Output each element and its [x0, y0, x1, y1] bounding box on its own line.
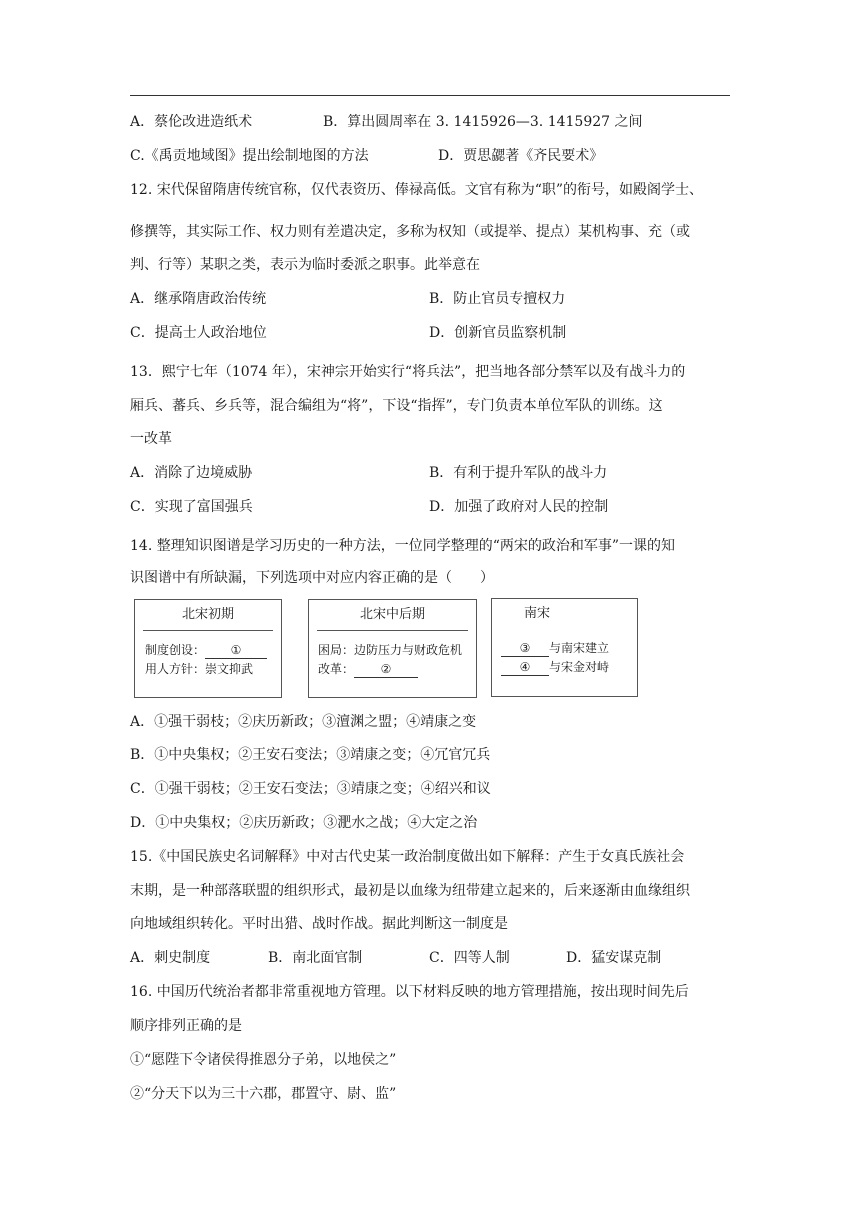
q16-material-1: ①“愿陛下令诸侯得推恩分子弟，以地侯之”: [130, 1052, 397, 1068]
q13-option-d[interactable]: D．加强了政府对人民的控制: [429, 499, 609, 515]
q15-option-b[interactable]: B．南北面官制: [268, 950, 363, 966]
box-row: [145, 642, 267, 659]
blank-4: ④: [501, 659, 549, 676]
box-row: 困局：边防压力与财政危机: [318, 643, 463, 657]
q14-option-c[interactable]: C．①强干弱枝；②王安石变法；③靖康之变；④绍兴和议: [130, 781, 491, 797]
q12-option-d[interactable]: D．创新官员监察机制: [429, 325, 567, 341]
box-title: 南宋: [524, 606, 551, 621]
q11-option-d[interactable]: D．贾思勰著《齐民要术》: [438, 148, 604, 164]
header-rule: [130, 95, 730, 96]
blank-3: ③: [501, 640, 549, 657]
q14-stem-line-1: 14. 整理知识图谱是学习历史的一种方法，一位同学整理的“两宋的政治和军事”一课的知: [130, 538, 676, 554]
row-text: 与南宋建立: [549, 641, 610, 655]
blank-2: ②: [354, 661, 418, 678]
q14-option-a[interactable]: A．①强干弱枝；②庆历新政；③澶渊之盟；④靖康之变: [130, 714, 477, 730]
q11-option-c[interactable]: C.《禹贡地域图》提出绘制地图的方法: [130, 148, 369, 164]
q13-option-c[interactable]: C．实现了富国强兵: [130, 499, 253, 515]
box-title: 北宋中后期: [359, 607, 425, 622]
q11-option-a[interactable]: A．蔡伦改进造纸术: [130, 114, 253, 130]
q15-option-d[interactable]: D．猛安谋克制: [566, 950, 662, 966]
box-divider: [143, 630, 273, 631]
box-row: 用人方针：崇文抑武: [145, 662, 254, 676]
q15-stem-line-3: 向地域组织转化。平时出猎、战时作战。据此判断这一制度是: [130, 916, 508, 932]
q12-stem-line-2: 修撰等，其实际工作、权力则有差遣决定，多称为权知（或提举、提点）某机构事、充（或: [130, 224, 690, 240]
q15-option-a[interactable]: A．刺史制度: [130, 950, 211, 966]
q14-option-b[interactable]: B．①中央集权；②王安石变法；③靖康之变；④冗官冗兵: [130, 747, 491, 763]
diagram-box-early-northern-song: [134, 599, 282, 698]
q13-stem-line-3: 一改革: [130, 431, 172, 447]
q13-option-a[interactable]: A．消除了边境威胁: [130, 465, 253, 481]
diagram-box-mid-late-northern-song: [308, 599, 477, 698]
q12-stem-line-3: 判、行等）某职之类，表示为临时委派之职事。此举意在: [130, 257, 480, 273]
q15-stem-line-2: 末期，是一种部落联盟的组织形式，最初是以血缘为纽带建立起来的，后来逐渐由血缘组织: [130, 883, 690, 899]
q14-stem-line-2: 识图谱中有所缺漏，下列选项中对应内容正确的是（ ）: [130, 570, 494, 586]
q12-option-a[interactable]: A．继承隋唐政治传统: [130, 291, 267, 307]
q15-option-c[interactable]: C．四等人制: [429, 950, 510, 966]
q14-option-d[interactable]: D．①中央集权；②庆历新政；③淝水之战；④大定之治: [130, 815, 478, 831]
box-row: [501, 659, 609, 676]
q13-option-b[interactable]: B．有利于提升军队的战斗力: [429, 465, 608, 481]
row-label: 制度创设：: [145, 643, 206, 657]
q16-material-2: ②“分天下以为三十六郡，郡置守、尉、监”: [130, 1086, 397, 1102]
diagram-box-southern-song: [491, 598, 638, 697]
q15-stem-line-1: 15.《中国民族史名词解释》中对古代史某一政治制度做出如下解释：产生于女真氏族社会: [130, 849, 685, 865]
row-text: 与宋金对峙: [549, 660, 610, 674]
blank-1: ①: [205, 642, 267, 659]
q16-stem-line-1: 16. 中国历代统治者都非常重视地方管理。以下材料反映的地方管理措施，按出现时间先后: [130, 984, 689, 1000]
q16-stem-line-2: 顺序排列正确的是: [130, 1018, 242, 1034]
q12-stem-line-1: 12. 宋代保留隋唐传统官称，仅代表资历、俸禄高低。文官有称为“职”的衔号，如殿阁学士、: [130, 182, 704, 198]
q11-option-b[interactable]: B．算出圆周率在 3. 1415926—3. 1415927 之间: [323, 114, 643, 130]
q12-option-c[interactable]: C．提高士人政治地位: [130, 325, 267, 341]
q13-stem-line-1: 13．熙宁七年（1074 年），宋神宗开始实行“将兵法”，把当地各部分禁军以及有战斗力的: [130, 364, 686, 380]
box-divider: [317, 630, 468, 631]
q13-stem-line-2: 厢兵、蕃兵、乡兵等，混合编组为“将”，下设“指挥”，专门负责本单位军队的训练。这: [130, 398, 663, 414]
q12-option-b[interactable]: B．防止官员专擅权力: [429, 291, 566, 307]
box-row: [318, 661, 418, 678]
row-label: 改革：: [318, 662, 355, 676]
box-title: 北宋初期: [181, 607, 234, 622]
box-row: [501, 640, 609, 657]
